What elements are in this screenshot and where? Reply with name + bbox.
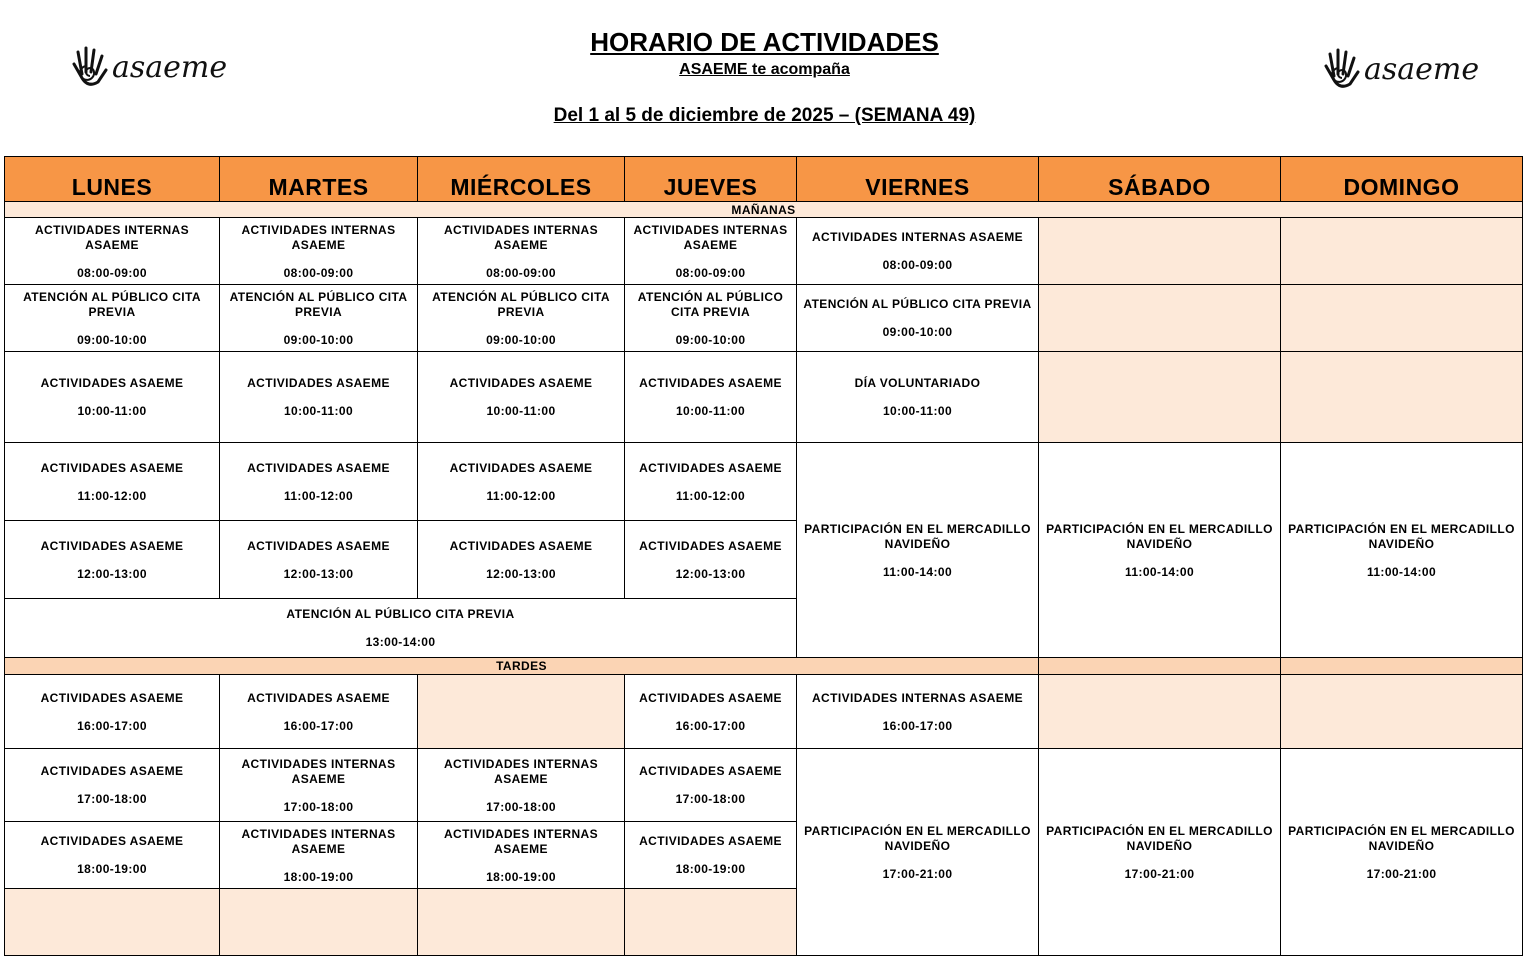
empty-cell — [1280, 284, 1523, 352]
activity-title: ATENCIÓN AL PÚBLICO CITA PREVIA — [803, 297, 1032, 311]
activity-time: 17:00-18:00 — [77, 792, 147, 806]
activity-title: ATENCIÓN AL PÚBLICO CITA PREVIA — [229, 289, 408, 319]
activity-title: ACTIVIDADES ASAEME — [247, 538, 390, 553]
activity-title: PARTICIPACIÓN EN EL MERCADILLO NAVIDEÑO — [1046, 521, 1273, 551]
activity-cell — [624, 284, 797, 352]
activity-title: ACTIVIDADES ASAEME — [247, 376, 390, 390]
activity-cell — [796, 284, 1039, 352]
day-header-label: MIÉRCOLES — [450, 174, 592, 200]
activity-cell — [417, 284, 625, 352]
activity-time: 17:00-21:00 — [1124, 866, 1195, 881]
activity-cell — [219, 821, 418, 889]
activity-title: ACTIVIDADES INTERNAS ASAEME — [443, 222, 598, 252]
activity-time: 08:00-09:00 — [675, 265, 746, 280]
activity-time: 11:00-12:00 — [77, 488, 147, 503]
activity-time: 10:00-11:00 — [675, 404, 746, 418]
activity-time: 11:00-12:00 — [283, 488, 354, 503]
activity-title: ACTIVIDADES INTERNAS ASAEME — [34, 222, 189, 252]
activity-time: 10:00-11:00 — [283, 404, 354, 418]
day-header — [1280, 156, 1523, 202]
activity-time: 10:00-11:00 — [77, 404, 147, 418]
activity-title: ATENCIÓN AL PÚBLICO CITA PREVIA — [23, 289, 201, 319]
activity-cell — [4, 748, 220, 822]
activity-time: 11:00-14:00 — [882, 564, 953, 579]
activity-title: ACTIVIDADES ASAEME — [639, 538, 782, 553]
day-header — [624, 156, 797, 202]
activity-time: 17:00-18:00 — [283, 799, 354, 814]
day-header-label: VIERNES — [865, 174, 970, 200]
activity-cell — [624, 748, 797, 822]
activity-time: 16:00-17:00 — [882, 718, 953, 733]
empty-cell — [1038, 284, 1281, 352]
activity-time: 10:00-11:00 — [486, 404, 556, 418]
empty-cell — [1038, 674, 1281, 749]
activity-time: 13:00-14:00 — [365, 635, 436, 649]
activity-title: ACTIVIDADES INTERNAS ASAEME — [811, 690, 1024, 705]
day-header-label: JUEVES — [663, 174, 758, 200]
activity-cell — [219, 442, 418, 521]
activity-title: PARTICIPACIÓN EN EL MERCADILLO NAVIDEÑO — [1046, 823, 1273, 853]
activity-title: ACTIVIDADES INTERNAS ASAEME — [811, 230, 1024, 244]
page-subtitle-text: ASAEME te acompaña — [679, 61, 850, 78]
activity-time: 09:00-10:00 — [882, 325, 953, 339]
activity-title: ACTIVIDADES ASAEME — [449, 538, 593, 553]
empty-cell — [219, 888, 418, 956]
activity-time: 16:00-17:00 — [675, 718, 746, 733]
activity-title: ACTIVIDADES ASAEME — [40, 538, 184, 553]
activity-cell — [624, 520, 797, 599]
activity-time: 16:00-17:00 — [77, 718, 147, 733]
activity-time: 12:00-13:00 — [77, 566, 147, 581]
activity-title: PARTICIPACIÓN EN EL MERCADILLO NAVIDEÑO — [1288, 521, 1515, 551]
activity-title: PARTICIPACIÓN EN EL MERCADILLO NAVIDEÑO — [1288, 823, 1515, 853]
activity-time: 18:00-19:00 — [675, 862, 746, 876]
activity-title: ACTIVIDADES ASAEME — [40, 460, 184, 475]
activity-cell — [796, 217, 1039, 285]
activity-cell — [4, 598, 797, 658]
empty-cell — [1038, 351, 1281, 443]
activity-title: ACTIVIDADES ASAEME — [639, 834, 782, 848]
activity-title: ACTIVIDADES ASAEME — [247, 460, 390, 475]
activity-title: ACTIVIDADES INTERNAS ASAEME — [241, 222, 396, 252]
activity-cell — [1038, 442, 1281, 658]
week-range-text: Del 1 al 5 de diciembre de 2025 – (SEMANA 49) — [553, 105, 976, 126]
activity-cell — [624, 821, 797, 889]
empty-cell — [1280, 674, 1523, 749]
activity-cell — [1280, 442, 1523, 658]
day-header-label: MARTES — [268, 174, 369, 200]
section-morning — [4, 201, 1523, 218]
activity-title: ACTIVIDADES ASAEME — [449, 460, 593, 475]
activity-time: 10:00-11:00 — [882, 404, 953, 418]
activity-cell — [219, 520, 418, 599]
activity-title: ACTIVIDADES ASAEME — [40, 690, 184, 705]
activity-cell — [4, 217, 220, 285]
day-header — [219, 156, 418, 202]
day-header — [796, 156, 1039, 202]
activity-title: ACTIVIDADES INTERNAS ASAEME — [241, 756, 396, 786]
activity-title: DÍA VOLUNTARIADO — [854, 376, 981, 390]
activity-cell — [219, 674, 418, 749]
activity-title: ACTIVIDADES INTERNAS ASAEME — [633, 222, 788, 252]
empty-cell — [624, 888, 797, 956]
activity-cell — [417, 217, 625, 285]
activity-title: ACTIVIDADES ASAEME — [247, 690, 390, 705]
activity-title: PARTICIPACIÓN EN EL MERCADILLO NAVIDEÑO — [804, 521, 1031, 551]
activity-cell — [4, 284, 220, 352]
activity-cell — [417, 748, 625, 822]
page-title-text: HORARIO DE ACTIVIDADES — [590, 27, 939, 57]
activity-cell — [417, 520, 625, 599]
activity-time: 18:00-19:00 — [77, 862, 147, 876]
activity-cell — [796, 442, 1039, 658]
logo-text: asaeme — [1364, 51, 1480, 87]
activity-cell — [1280, 748, 1523, 956]
day-header — [4, 156, 220, 202]
activity-cell — [4, 442, 220, 521]
day-header-label: LUNES — [71, 174, 153, 200]
activity-title: ACTIVIDADES ASAEME — [639, 376, 782, 390]
activity-time: 12:00-13:00 — [486, 566, 556, 581]
activity-time: 08:00-09:00 — [486, 265, 556, 280]
activity-time: 17:00-21:00 — [882, 866, 953, 881]
activity-time: 08:00-09:00 — [77, 265, 147, 280]
activity-title: ACTIVIDADES ASAEME — [639, 764, 782, 778]
activity-title: ACTIVIDADES INTERNAS ASAEME — [241, 826, 396, 856]
section-label: TARDES — [496, 659, 547, 673]
activity-cell — [796, 351, 1039, 443]
section-afternoon — [4, 657, 1039, 675]
activity-cell — [624, 217, 797, 285]
activity-title: ATENCIÓN AL PÚBLICO CITA PREVIA — [637, 289, 784, 319]
week-range — [0, 105, 1529, 127]
activity-title: ACTIVIDADES ASAEME — [449, 376, 593, 390]
empty-cell — [1280, 217, 1523, 285]
activity-time: 12:00-13:00 — [675, 566, 746, 581]
activity-cell — [219, 351, 418, 443]
activity-cell — [4, 520, 220, 599]
activity-time: 11:00-12:00 — [486, 488, 556, 503]
activity-cell — [4, 821, 220, 889]
activity-cell — [219, 217, 418, 285]
activity-time: 12:00-13:00 — [283, 566, 354, 581]
empty-cell — [417, 888, 625, 956]
activity-time: 09:00-10:00 — [77, 332, 147, 347]
activity-cell — [219, 748, 418, 822]
activity-cell — [796, 674, 1039, 749]
section-label: MAÑANAS — [731, 202, 796, 217]
activity-time: 17:00-18:00 — [675, 792, 746, 806]
day-header — [417, 156, 625, 202]
activity-cell — [624, 674, 797, 749]
activity-time: 16:00-17:00 — [283, 718, 354, 733]
day-header-label: SÁBADO — [1108, 174, 1211, 200]
activity-title: ACTIVIDADES INTERNAS ASAEME — [443, 826, 598, 856]
activity-cell — [417, 351, 625, 443]
page-title — [0, 27, 1529, 58]
activity-title: ATENCIÓN AL PÚBLICO CITA PREVIA — [432, 289, 610, 319]
activity-cell — [219, 284, 418, 352]
activity-cell — [1038, 748, 1281, 956]
activity-cell — [417, 821, 625, 889]
activity-title: ATENCIÓN AL PÚBLICO CITA PREVIA — [286, 607, 515, 621]
empty-cell — [417, 674, 625, 749]
activity-title: ACTIVIDADES ASAEME — [40, 834, 184, 848]
activity-title: ACTIVIDADES INTERNAS ASAEME — [443, 756, 598, 786]
empty-cell — [1038, 217, 1281, 285]
activity-time: 11:00-14:00 — [1366, 564, 1437, 579]
activity-time: 08:00-09:00 — [882, 258, 953, 272]
activity-cell — [4, 674, 220, 749]
section-afternoon-filler — [1280, 657, 1523, 675]
empty-cell — [1280, 351, 1523, 443]
activity-time: 18:00-19:00 — [486, 869, 556, 884]
activity-title: PARTICIPACIÓN EN EL MERCADILLO NAVIDEÑO — [804, 823, 1031, 853]
activity-time: 09:00-10:00 — [283, 332, 354, 347]
logo-text: asaeme — [112, 49, 228, 85]
activity-time: 18:00-19:00 — [283, 869, 354, 884]
activity-time: 08:00-09:00 — [283, 265, 354, 280]
section-afternoon-filler — [1038, 657, 1281, 675]
activity-time: 11:00-14:00 — [1124, 564, 1195, 579]
activity-time: 17:00-21:00 — [1366, 866, 1437, 881]
activity-time: 09:00-10:00 — [486, 332, 556, 347]
activity-cell — [417, 442, 625, 521]
activity-title: ACTIVIDADES ASAEME — [40, 376, 184, 390]
page-subtitle — [0, 61, 1529, 79]
activity-time: 09:00-10:00 — [675, 332, 746, 347]
activity-title: ACTIVIDADES ASAEME — [639, 460, 782, 475]
activity-title: ACTIVIDADES ASAEME — [40, 764, 184, 778]
activity-cell — [624, 442, 797, 521]
activity-cell — [796, 748, 1039, 956]
activity-time: 11:00-12:00 — [675, 488, 746, 503]
day-header-label: DOMINGO — [1343, 174, 1460, 200]
empty-cell — [4, 888, 220, 956]
activity-time: 17:00-18:00 — [486, 799, 556, 814]
activity-title: ACTIVIDADES ASAEME — [639, 690, 782, 705]
activity-cell — [624, 351, 797, 443]
day-header — [1038, 156, 1281, 202]
activity-cell — [4, 351, 220, 443]
